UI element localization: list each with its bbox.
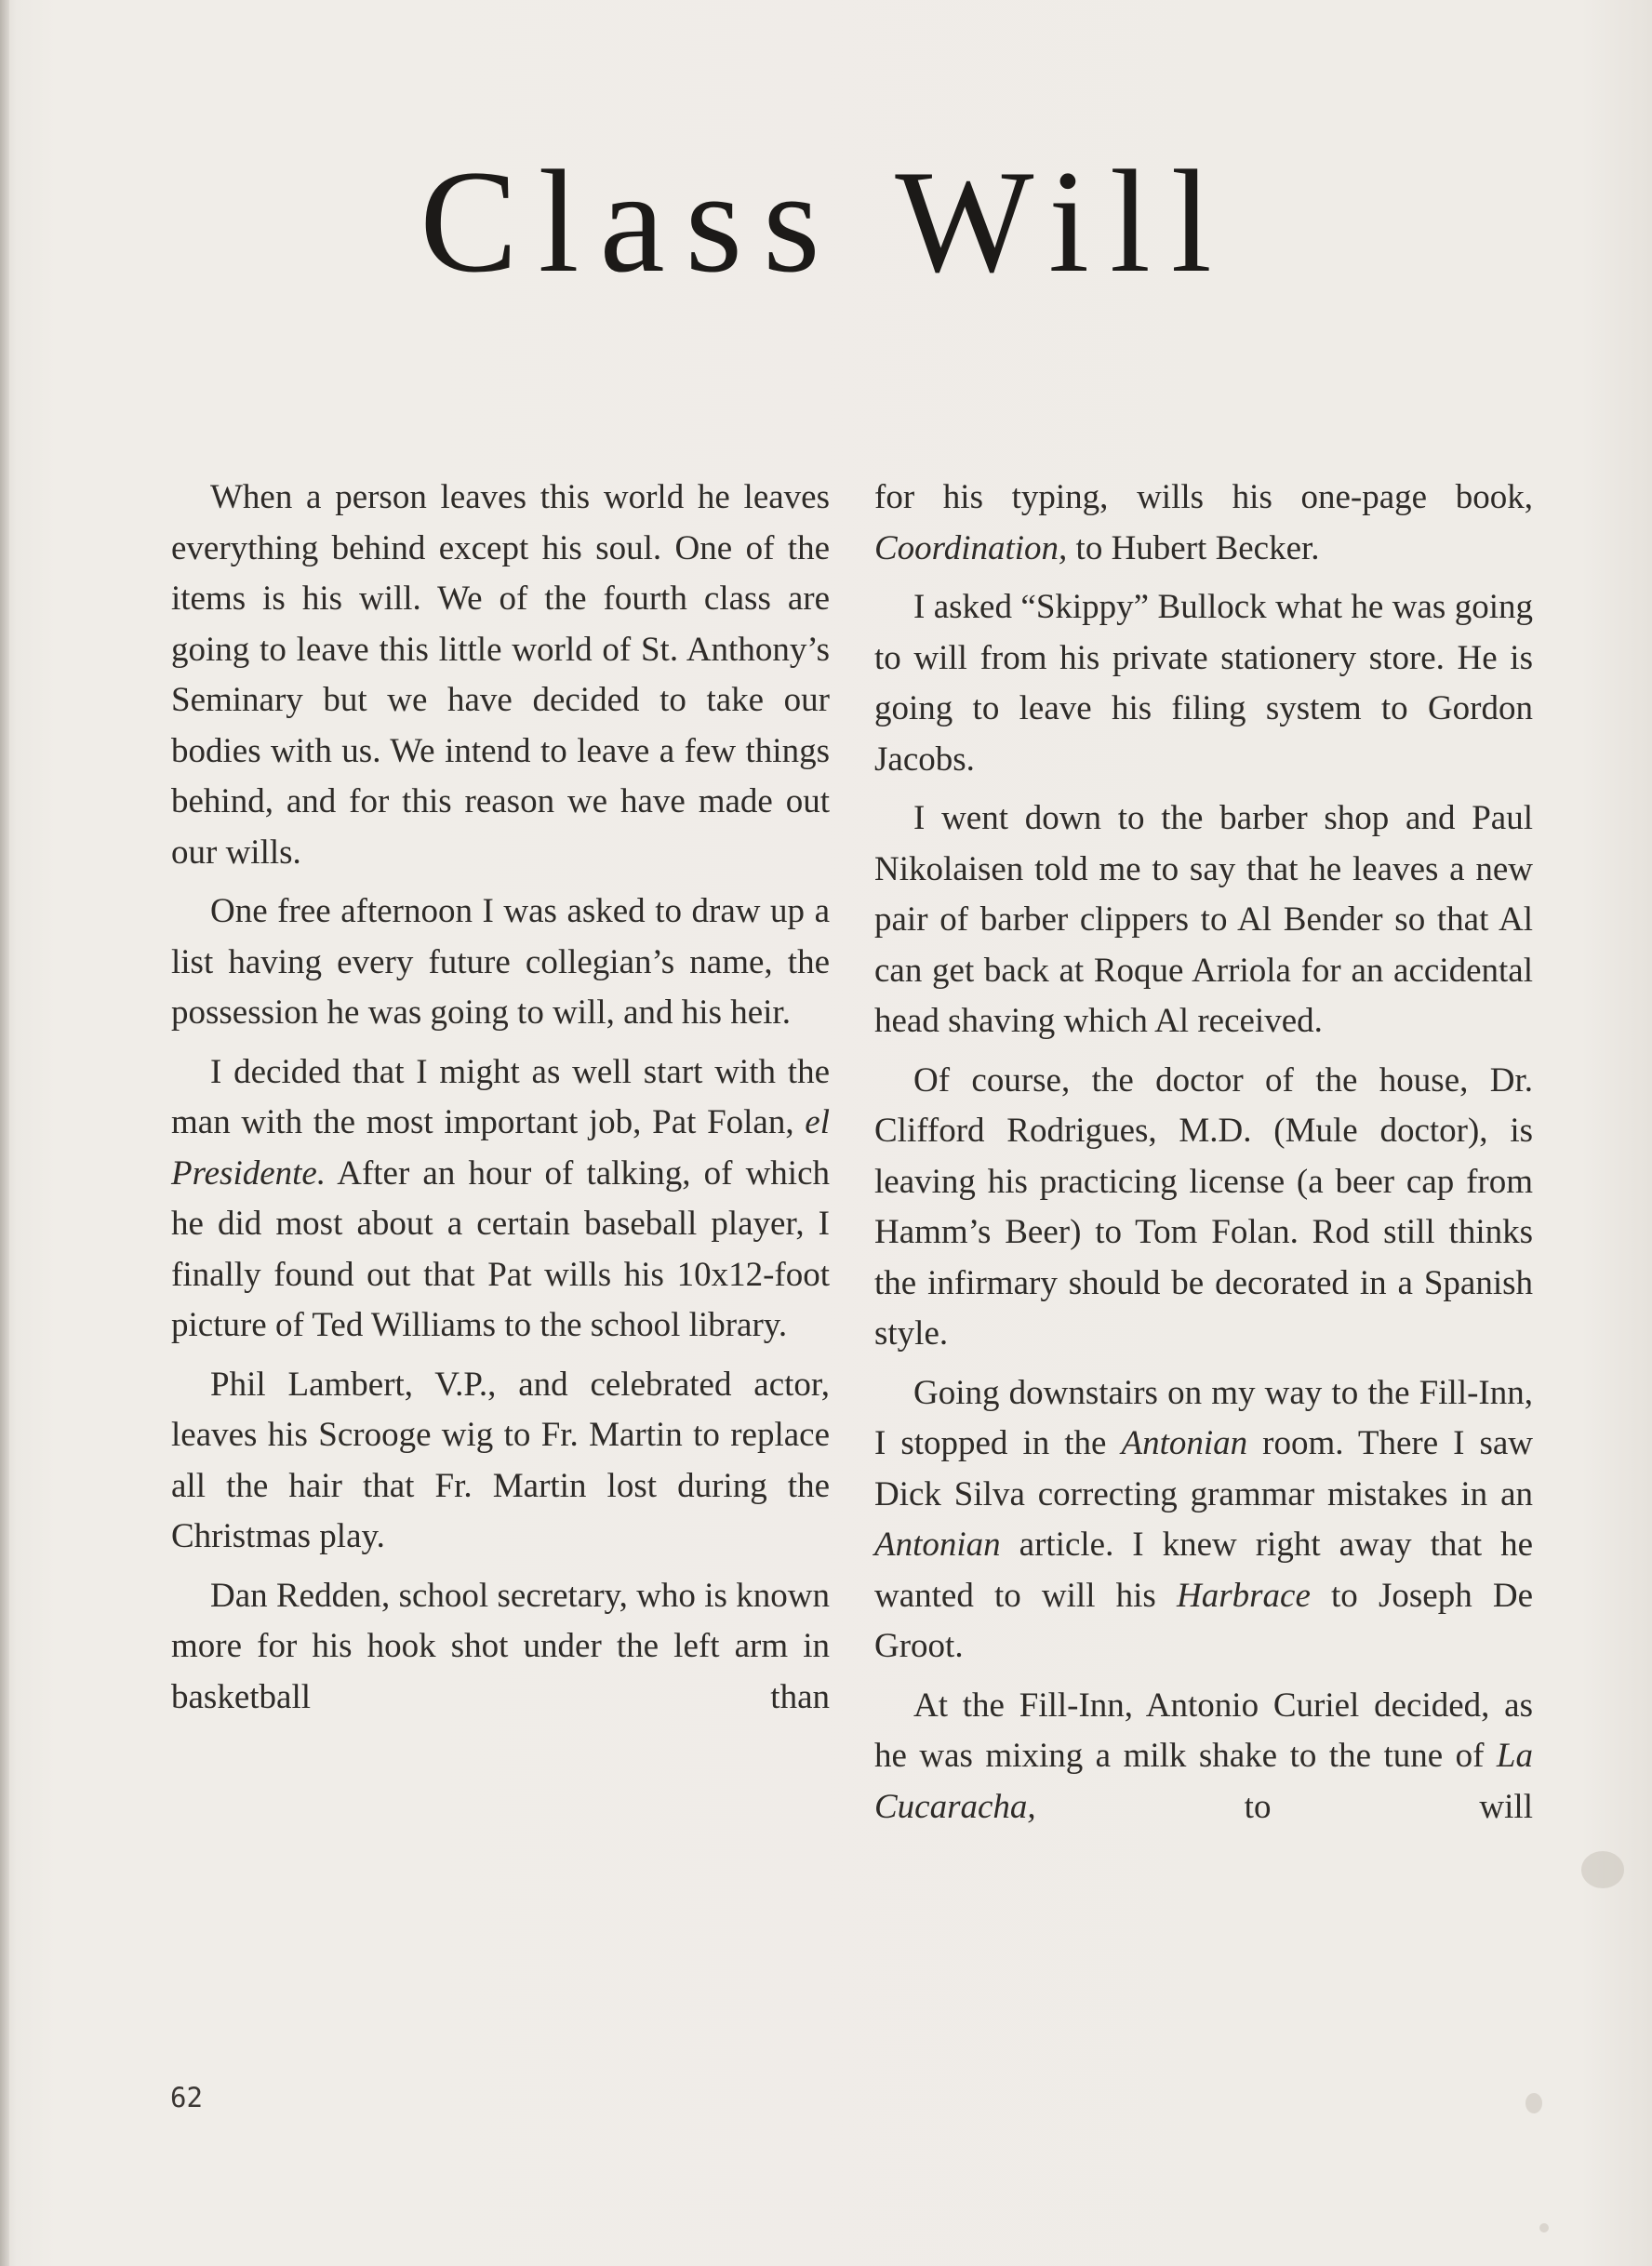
paper-stain	[1539, 2223, 1549, 2233]
paper-stain	[1525, 2093, 1542, 2113]
paragraph: Phil Lambert, V.P., and celebrated actor, leaves his Scrooge wig to Fr. Martin to replace all the hair that Fr. Martin lost during the Christmas play.	[171, 1365, 830, 1555]
italic-text: Antonian	[874, 1526, 1001, 1564]
text-run: for his typing, wills his one-page book,	[874, 478, 1533, 516]
text-run: After an hour of talking, of which he did most about a certain baseball player, I finally found out that Pat wills his 10x12-foot picture of Ted Williams to the school library.	[171, 1153, 830, 1344]
paragraph: Dan Redden, school secretary, who is known more for his hook shot under the left arm in basketball than	[171, 1576, 830, 1716]
text-run: Going downstairs on my way to the Fill-Inn, I stopped in the	[874, 1373, 1533, 1462]
paragraph	[874, 473, 1533, 574]
text-run: At the Fill-Inn, Antonio Curiel decided, as he was mixing a milk shake to the tune of	[874, 1686, 1533, 1775]
text-run: to Joseph De Groot.	[874, 1576, 1533, 1665]
paragraph	[171, 1047, 830, 1352]
italic-text: Coordination,	[874, 528, 1068, 567]
paragraph: Of course, the doctor of the house, Dr. Clifford Rodrigues, M.D. (Mule doctor), is leaving his practicing license (a beer cap from Hamm’s Beer) to Tom Folan. Rod still thinks the infirmary should be decorated in a Spanish style.	[874, 1060, 1533, 1353]
italic-text: el Presidente.	[171, 1103, 830, 1193]
page-binding-edge	[0, 0, 9, 2266]
italic-text: Antonian	[1121, 1424, 1248, 1462]
paragraph: When a person leaves this world he leaves everything behind except his soul. One of the items is his will. We of the fourth class are going to leave this little world of St. Anthony’s Seminary but we have decided to take our bodies with us. We intend to leave a few things behind, and for this reason we have made out our wills.	[171, 478, 830, 872]
paragraph	[874, 1368, 1533, 1673]
paragraph: I went down to the barber shop and Paul Nikolaisen told me to say that he leaves a new pair of barber clippers to Al Bender so that Al can get back at Roque Arriola for an accidental head shaving which Al received.	[874, 799, 1533, 1040]
text-run: article. I knew right away that he wanted to will his	[874, 1526, 1533, 1615]
italic-text: La Cucaracha,	[874, 1737, 1533, 1826]
paragraph	[874, 1681, 1533, 1833]
right-column	[874, 473, 1533, 1841]
page-title: Class Will	[420, 140, 1232, 303]
left-column	[171, 473, 830, 1731]
page-number: 62	[170, 2082, 203, 2113]
italic-text: Harbrace	[1177, 1576, 1311, 1615]
text-run: to Hubert Becker.	[1067, 528, 1320, 567]
paragraph: One free afternoon I was asked to draw up a list having every future collegian’s name, the possession he was going to will, and his heir.	[171, 892, 830, 1032]
paper-stain	[1581, 1851, 1624, 1888]
text-run: room. There I saw Dick Silva correcting grammar mistakes in an	[874, 1424, 1534, 1513]
paragraph: I asked “Skippy” Bullock what he was going to will from his private stationery store. He is going to leave his filing system to Gordon Jacobs.	[874, 588, 1533, 779]
text-run: to will	[1035, 1787, 1533, 1826]
text-run: I decided that I might as well start with the man with the most important job, Pat Folan,	[171, 1052, 830, 1141]
